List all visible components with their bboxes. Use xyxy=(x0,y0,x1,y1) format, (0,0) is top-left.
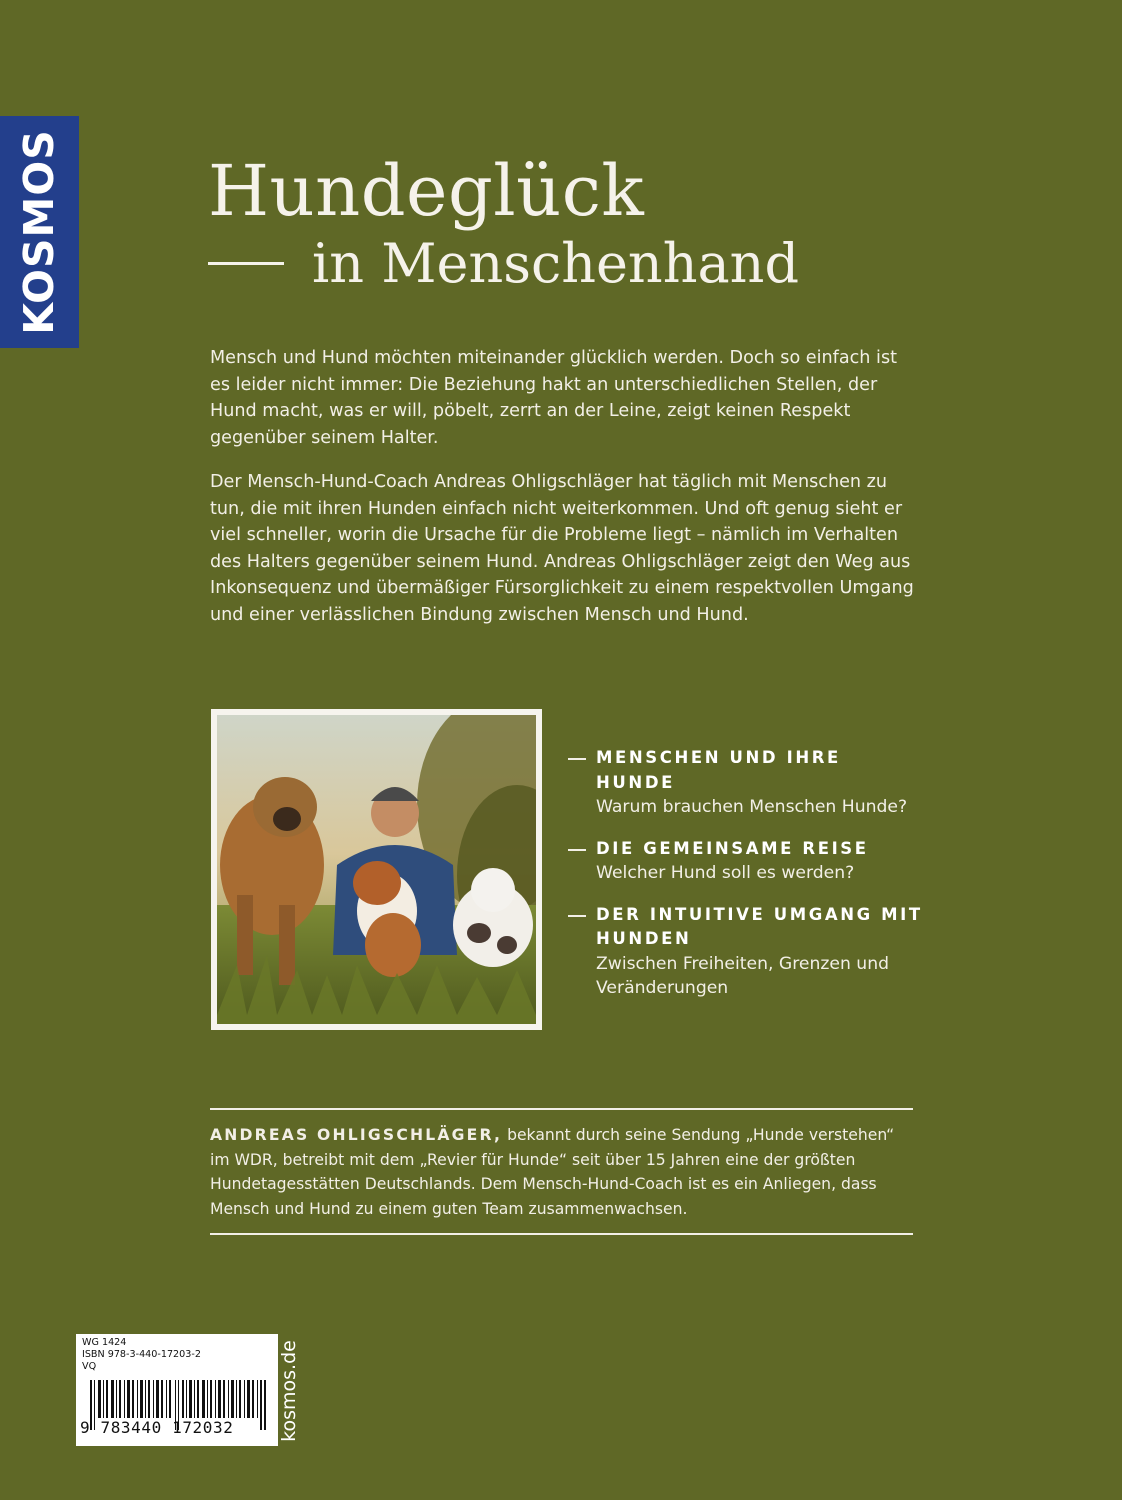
highlight-item xyxy=(568,903,928,1001)
kosmos-logo-text: KOSMOS xyxy=(15,129,63,335)
highlight-item xyxy=(568,746,928,820)
bullet-dash xyxy=(568,915,586,917)
author-with-dogs-photo xyxy=(211,709,542,1030)
highlight-text: Welcher Hund soll es werden? xyxy=(596,863,855,883)
intro-paragraph-1: Mensch und Hund möchten miteinander glücklich werden. Doch so einfach ist es leider nicht immer: Die Beziehung hakt an unterschiedlichen Stellen, der Hund macht, was er will, pöbelt, zerrt an der Leine, zeigt keinen Respekt gegenüber seinem Halter. xyxy=(210,348,898,448)
intro-paragraph-2: Der Mensch-Hund-Coach Andreas Ohligschläger hat täglich mit Menschen zu tun, die mit ihren Hunden einfach nicht weiterkommen. Und oft genug sieht er viel schneller, worin die Ursache für die Probleme liegt – nämlich im Verhalten des Halters gegenüber seinem Hund. Andreas Ohligschläger zeigt den Weg aus Inkonsequenz und übermäßiger Fürsorglichkeit zu einem respektvollen Umgang und einer verlässlichen Bindung zwischen Mensch und Hund. xyxy=(210,472,914,625)
wg-code: WG 1424 xyxy=(82,1337,127,1348)
isbn-barcode-box xyxy=(76,1334,278,1446)
author-rule-bottom xyxy=(210,1233,913,1235)
barcode-digits: 9 783440 172032 xyxy=(80,1418,234,1437)
title-dash xyxy=(208,262,284,265)
website-url: kosmos.de xyxy=(278,1340,300,1442)
author-bio xyxy=(210,1123,910,1221)
highlight-heading: MENSCHEN UND IHRE HUNDE xyxy=(596,748,841,792)
author-bio-text: bekannt durch seine Sendung „Hunde verstehen“ im WDR, betreibt mit dem „Revier für Hunde“ seit über 15 Jahren eine der größten Hundetagesstätten Deutschlands. Dem Mensch-Hund-Coach ist es ein Anliegen, dass Mensch und Hund zu einem guten Team zusammenwachsen. xyxy=(210,1126,895,1218)
bullet-dash xyxy=(568,849,586,851)
highlight-heading: DER INTUITIVE UMGANG MIT HUNDEN xyxy=(596,904,923,948)
highlight-text: Warum brauchen Menschen Hunde? xyxy=(596,797,908,817)
isbn-number: ISBN 978-3-440-17203-2 xyxy=(82,1349,201,1360)
kosmos-logo xyxy=(0,116,79,348)
contents-highlights xyxy=(568,746,928,1018)
book-subtitle-line xyxy=(208,232,799,295)
highlight-heading: DIE GEMEINSAME REISE xyxy=(596,838,869,858)
highlight-text: Zwischen Freiheiten, Grenzen und Veränderungen xyxy=(596,953,890,998)
photo-illustration xyxy=(217,715,536,1024)
book-title: Hundeglück xyxy=(208,150,645,232)
book-subtitle: in Menschenhand xyxy=(312,232,800,295)
author-rule-top xyxy=(210,1108,913,1110)
highlight-item xyxy=(568,837,928,886)
vq-code: VQ xyxy=(82,1361,97,1372)
author-name: ANDREAS OHLIGSCHLÄGER, xyxy=(210,1126,503,1144)
bullet-dash xyxy=(568,758,586,760)
